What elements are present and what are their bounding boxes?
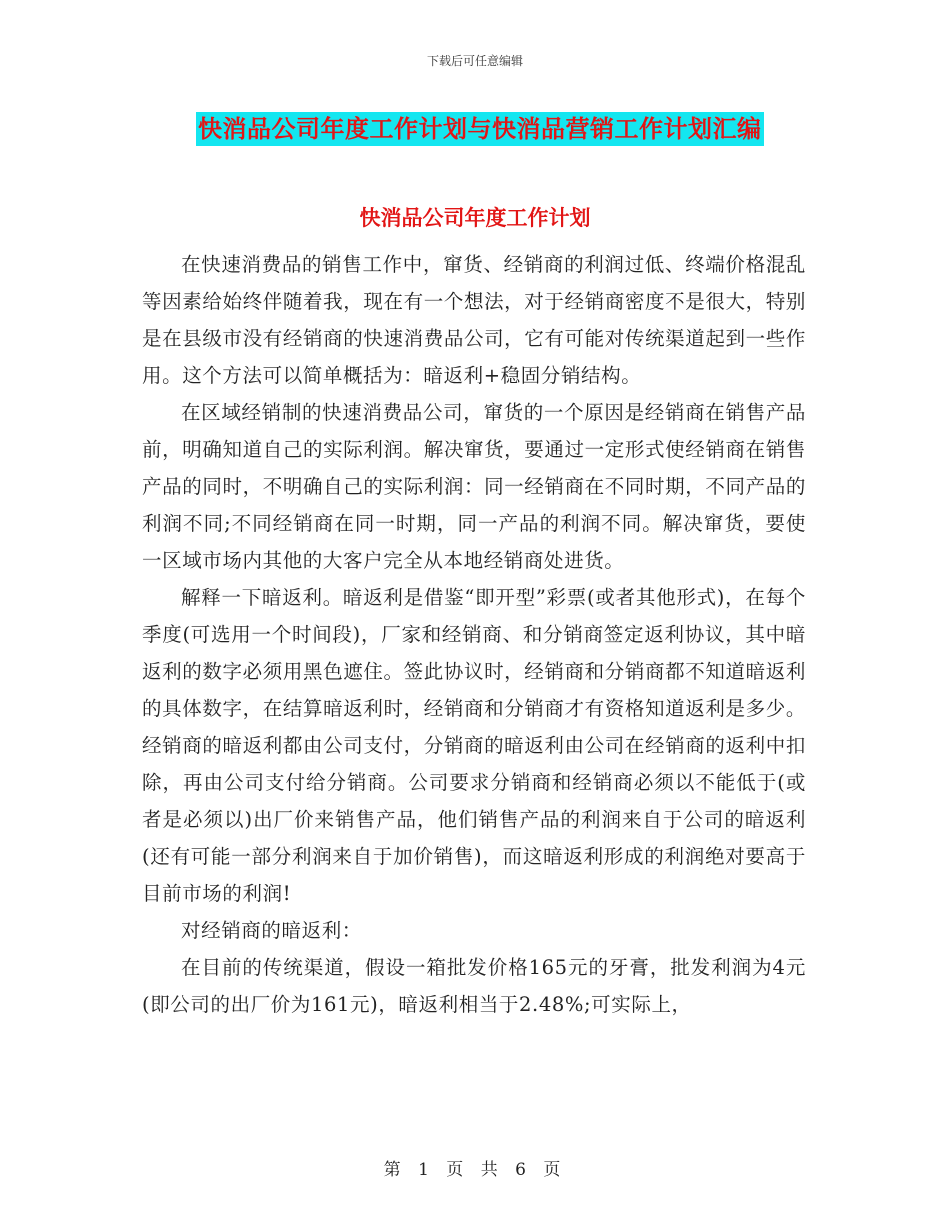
paragraph: 在目前的传统渠道，假设一箱批发价格165元的牙膏，批发利润为4元(即公司的出厂价为161元)，暗返利相当于2.48%;可实际上， xyxy=(142,956,806,1016)
header-note: 下载后可任意编辑 xyxy=(426,54,523,68)
page-footer: 第 1 页 共 6 页 xyxy=(383,1160,567,1180)
body-text xyxy=(142,246,806,1023)
paragraph: 解释一下暗返利。暗返利是借鉴“即开型”彩票(或者其他形式)，在每个季度(可选用一个时间段)，厂家和经销商、和分销商签定返利协议，其中暗返利的数字必须用黑色遮住。签此协议时，经销商和分销商都不知道暗返利的具体数字，在结算暗返利时，经销商和分销商才有资格知道返利是多少。经销商的暗返利都由公司支付，分销商的暗返利由公司在经销商的返利中扣除，再由公司支付给分销商。公司要求分销商和经销商必须以不能低于(或者是必须以)出厂价来销售产品，他们销售产品的利润来自于公司的暗返利(还有可能一部分利润来自于加价销售)，而这暗返利形成的利润绝对要高于目前市场的利润! xyxy=(142,586,806,905)
section-title: 快消品公司年度工作计划 xyxy=(359,206,591,230)
document-title: 快消品公司年度工作计划与快消品营销工作计划汇编 xyxy=(196,112,764,146)
paragraph: 对经销商的暗返利： xyxy=(181,919,362,942)
paragraph: 在快速消费品的销售工作中，窜货、经销商的利润过低、终端价格混乱等因素给始终伴随着我，现在有一个想法，对于经销商密度不是很大，特别是在县级市没有经销商的快速消费品公司，它有可能对传统渠道起到一些作用。这个方法可以简单概括为：暗返利+稳固分销结构。 xyxy=(142,253,806,387)
paragraph: 在区域经销制的快速消费品公司，窜货的一个原因是经销商在销售产品前，明确知道自己的实际利润。解决窜货，要通过一定形式使经销商在销售产品的同时，不明确自己的实际利润：同一经销商在不同时期，不同产品的利润不同;不同经销商在同一时期，同一产品的利润不同。解决窜货，要使一区域市场内其他的大客户完全从本地经销商处进货。 xyxy=(142,401,806,572)
